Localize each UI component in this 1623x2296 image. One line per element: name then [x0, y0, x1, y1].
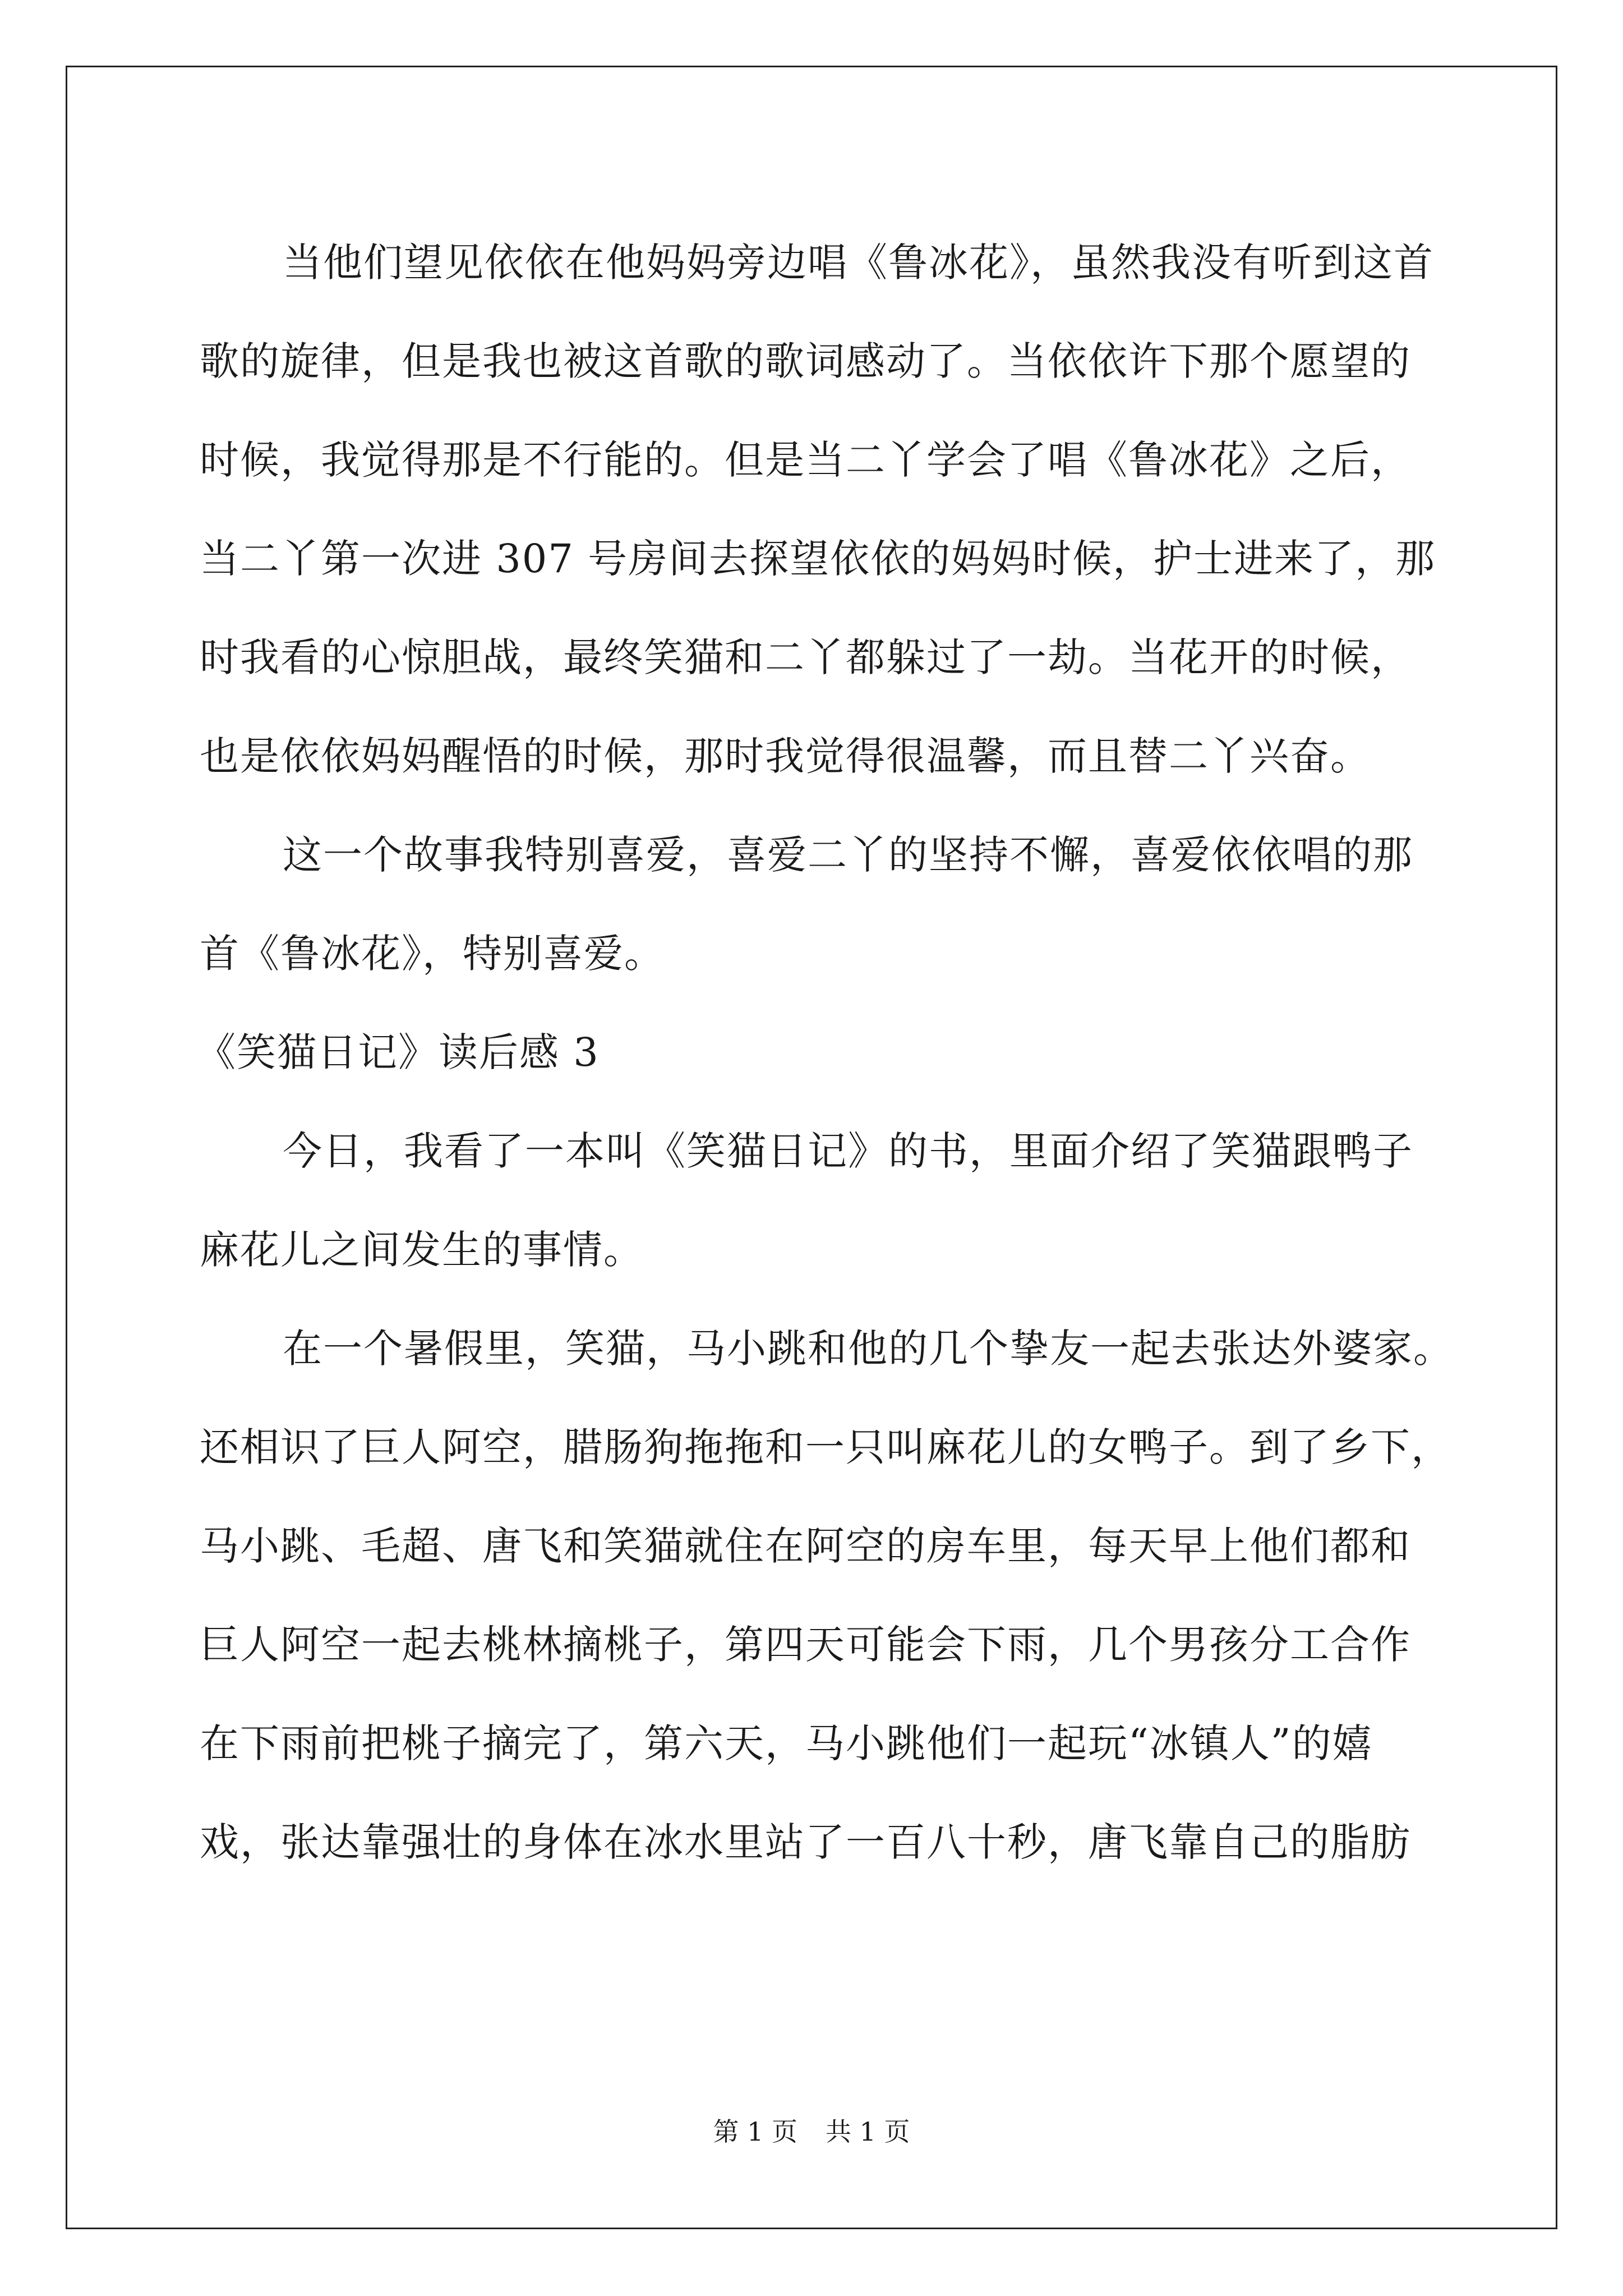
text-line: 戏，张达靠强壮的身体在冰水里站了一百八十秒，唐飞靠自己的脂肪: [200, 1819, 1411, 1865]
document-body: [196, 213, 1454, 1892]
text-line: 今日，我看了一本叫《笑猫日记》的书，里面介绍了笑猫跟鸭子: [283, 1128, 1413, 1174]
text-line: 这一个故事我特别喜爱，喜爱二丫的坚持不懈，喜爱依依唱的那: [283, 832, 1413, 878]
text-line: 时候，我觉得那是不行能的。但是当二丫学会了唱《鲁冰花》之后，: [200, 437, 1411, 483]
text-line: 巨人阿空一起去桃林摘桃子，第四天可能会下雨，几个男孩分工合作: [200, 1622, 1411, 1668]
text-line: 在下雨前把桃子摘完了，第六天，马小跳他们一起玩“冰镇人”的嬉: [200, 1720, 1373, 1766]
text-line: 麻花儿之间发生的事情。: [200, 1227, 644, 1273]
text-line: 当他们望见依依在他妈妈旁边唱《鲁冰花》，虽然我没有听到这首: [283, 240, 1434, 286]
text-line: 首《鲁冰花》，特别喜爱。: [200, 931, 665, 977]
text-line: 也是依依妈妈醒悟的时候，那时我觉得很温馨，而且替二丫兴奋。: [200, 733, 1371, 779]
text-line: 还相识了巨人阿空，腊肠狗拖拖和一只叫麻花儿的女鸭子。到了乡下，: [200, 1424, 1451, 1470]
text-line: 在一个暑假里，笑猫，马小跳和他的几个挚友一起去张达外婆家。: [283, 1326, 1454, 1372]
section-heading: 《笑猫日记》读后感 3: [196, 1029, 600, 1075]
page-total: 共 1 页: [826, 2116, 910, 2147]
text-line: 马小跳、毛超、唐飞和笑猫就住在阿空的房车里，每天早上他们都和: [200, 1523, 1411, 1569]
text-line: 歌的旋律，但是我也被这首歌的歌词感动了。当依依许下那个愿望的: [200, 338, 1411, 384]
page-number: 第 1 页: [713, 2116, 797, 2147]
page-footer: [0, 2115, 1623, 2148]
text-line: 时我看的心惊胆战，最终笑猫和二丫都躲过了一劫。当花开的时候，: [200, 634, 1411, 680]
text-line: 当二丫第一次进 307 号房间去探望依依的妈妈时候，护士进来了，那: [200, 536, 1436, 582]
